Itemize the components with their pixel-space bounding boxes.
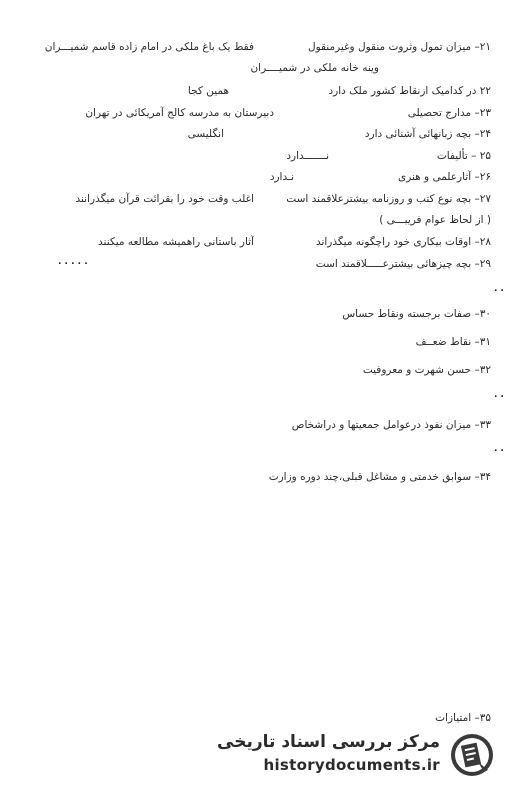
item-27-label: ۲۷– بچه نوع کتب و روزنامه بیشترعلاقمند است [286,193,491,205]
item-24-answer: انگلیسی [187,128,224,140]
archive-name: مرکز بررسی اسناد تاریخی [217,732,440,752]
item-31-label: ۳۱– نقاط ضعــف [415,336,491,348]
item-24-label: ۲۴– بچه زبانهائی آشنائی دارد [364,128,491,140]
item-21-label: ۲۱– میزان تمول وثروت منقول وغیرمنقول [307,41,491,53]
item-28-label: ۲۸– اوقات بیکاری خود راچگونه میگذراند [315,236,491,248]
archive-url: historydocuments.ir [263,756,440,774]
spacer-dots-3: . . [494,444,504,454]
item-26-label: ۲۶– آثارعلمی و هنری [397,171,491,183]
item-25-label: ۲۵ – تألیفات [436,150,491,162]
item-34-label: ۳۴– سوابق خدمتی و مشاغل قبلی،چند دوره وزارت [268,471,491,483]
row-dots-marker: . . . . . [58,257,88,267]
item-27-answer: اغلب وقت خود را بقرائت قرآن میگذرانند [75,193,254,205]
item-27-answer-cont: ( از لحاظ عوام فریبـــی ) [379,214,491,226]
item-23-answer: دبیرستان به مدرسه کالج آمریکائی در تهران [85,107,274,119]
item-32-label: ۳۲– حسن شهرت و معروفیت [362,364,491,376]
item-22-label: ۲۲ در کدامیک ازنقاط کشور ملک دارد [328,85,491,97]
item-21-answer-cont: وینه خانه ملکی در شمیــــران [250,62,379,74]
document-seal-icon [448,732,496,778]
item-29-label: ۲۹– بچه چیزهائی بیشترعـــــلاقمند است [315,258,491,270]
item-23-label: ۲۳– مدارج تحصیلی [407,107,491,119]
item-30-label: ۳۰– صفات برجسته ونقاط حساس [342,308,491,320]
item-22-answer: همین کجا [187,85,229,97]
item-28-answer: آثار باستانی راهمیشه مطالعه میکنند [98,236,254,248]
item-33-label: ۳۳– میزان نفوذ درعوامل جمعیتها و دراشخاص [291,419,491,431]
archive-watermark [217,730,496,780]
spacer-dots-2: . . [494,390,504,400]
spacer-dots: . . [494,284,504,294]
item-35-label: ۳۵– امتیازات [435,712,491,724]
item-21-answer: فقط یک باغ ملکی در امام زاده قاسم شمیـــران [44,41,254,53]
item-25-answer: نـــــــدارد [286,150,329,162]
item-26-answer: نـدارد [269,171,294,183]
